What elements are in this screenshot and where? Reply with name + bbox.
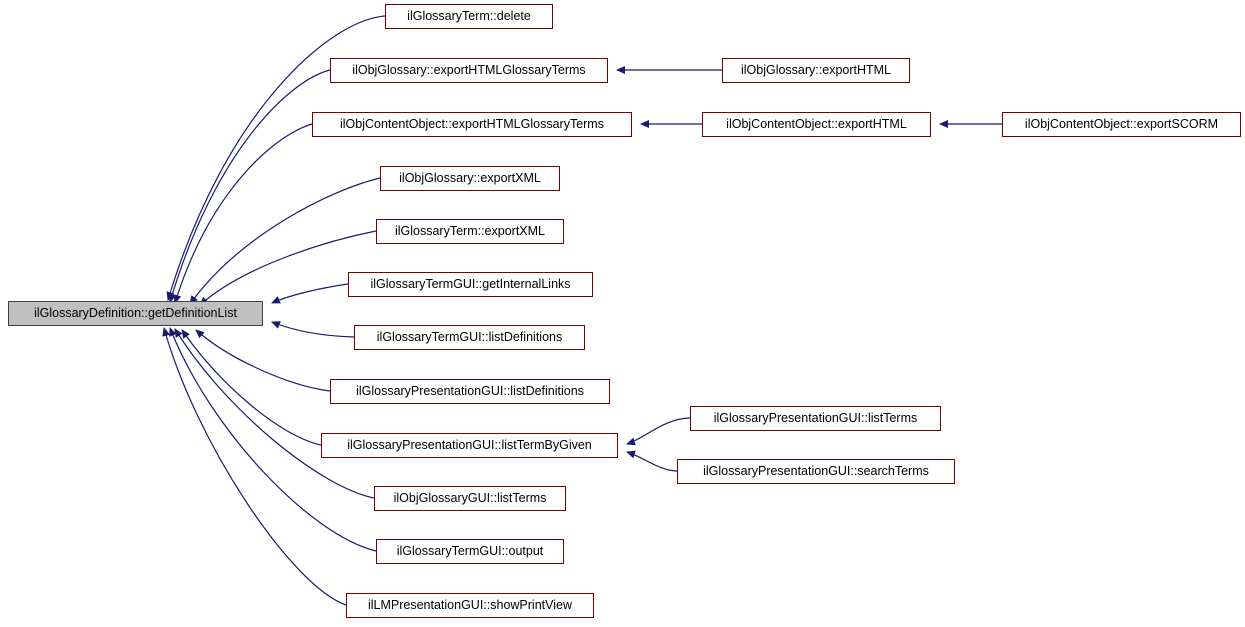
edge-getinternallinks-to-root (272, 284, 348, 303)
node-objglossary-exportxml[interactable] (380, 166, 560, 191)
edge-listdefinitions-to-root (272, 322, 354, 337)
node-root[interactable] (8, 301, 263, 326)
node-label: ilObjContentObject::exportHTMLGlossaryTerms (340, 117, 604, 132)
node-label: ilGlossaryTermGUI::getInternalLinks (370, 277, 571, 292)
node-label: ilLMPresentationGUI::showPrintView (367, 598, 573, 613)
node-label: ilGlossaryTerm::delete (407, 9, 531, 24)
node-label: ilObjContentObject::exportHTML (726, 117, 907, 132)
node-label: ilObjGlossary::exportHTML (740, 63, 892, 78)
node-label: ilObjGlossaryGUI::listTerms (393, 491, 547, 506)
node-glossarypresentationgui-listtermbygiven[interactable] (321, 433, 618, 458)
edge-showprintview-to-root (164, 328, 346, 605)
node-glossarypresentationgui-listdefinitions[interactable] (330, 379, 610, 404)
edge-objglossarygui-listterms-to-root (175, 329, 374, 498)
node-objcontentobject-exporthtml[interactable] (702, 112, 931, 137)
node-label: ilGlossaryPresentationGUI::listTermByGiven (347, 438, 592, 453)
edge-objglossary-exporthtmlterms-to-root (170, 70, 330, 302)
node-objglossary-exporthtmlglossaryterms[interactable] (330, 58, 608, 83)
node-label: ilGlossaryTermGUI::output (396, 544, 544, 559)
node-label: ilGlossaryTermGUI::listDefinitions (376, 330, 563, 345)
node-glossarytermgui-listdefinitions[interactable] (354, 325, 585, 350)
node-objcontentobject-exporthtmlglossaryterms[interactable] (312, 112, 632, 137)
edge-listtermbygiven-to-root (182, 330, 321, 445)
node-glossarytermgui-getinternallinks[interactable] (348, 272, 593, 297)
node-glossarypresentationgui-listterms[interactable] (690, 406, 941, 431)
edge-listterms-to-listtermbygiven (627, 418, 690, 444)
node-label: ilGlossaryPresentationGUI::searchTerms (703, 464, 929, 479)
node-lmpresentationgui-showprintview[interactable] (346, 593, 594, 618)
edge-searchterms-to-listtermbygiven (627, 452, 677, 471)
node-label: ilGlossaryTerm::exportXML (394, 224, 546, 239)
node-label: ilObjGlossary::exportXML (399, 171, 541, 186)
node-label: ilGlossaryPresentationGUI::listTerms (713, 411, 918, 426)
node-glossarytermgui-output[interactable] (376, 539, 564, 564)
edge-contentobject-exporthtmlterms-to-root (175, 124, 312, 303)
node-label: ilGlossaryPresentationGUI::listDefinitions (356, 384, 584, 399)
node-label: ilGlossaryDefinition::getDefinitionList (34, 306, 237, 321)
node-glossarypresentationgui-searchterms[interactable] (677, 459, 955, 484)
node-glossaryterm-exportxml[interactable] (376, 219, 564, 244)
node-objcontentobject-exportscorm[interactable] (1002, 112, 1241, 137)
node-label: ilObjContentObject::exportSCORM (1024, 117, 1219, 132)
node-glossaryterm-delete[interactable] (385, 4, 553, 29)
edge-presentation-listdefinitions-to-root (196, 330, 330, 391)
node-objglossary-exporthtml[interactable] (722, 58, 910, 83)
node-label: ilObjGlossary::exportHTMLGlossaryTerms (352, 63, 586, 78)
node-objglossarygui-listterms[interactable] (374, 486, 566, 511)
